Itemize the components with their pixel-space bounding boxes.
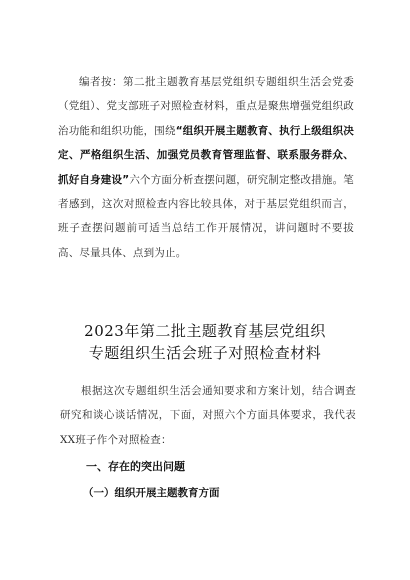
editor-note: [58, 70, 354, 265]
document-title-line-2: 专题组织生活会班子对照检查材料: [88, 344, 322, 362]
intro-paragraph: 根据这次专题组织生活会通知要求和方案计划，结合调查研究和谈心谈话情况，下面，对照六个方面具体要求，我代表XX班子作个对照检查：: [60, 385, 356, 446]
document-title: [40, 320, 370, 364]
document-title-line-1: 2023年第二批主题教育基层党组织: [84, 322, 326, 340]
section-heading-1: 一、存在的突出问题: [86, 460, 185, 473]
editor-note-tail: 六个方面分析查摆问题，研究制定整改措施。笔者感到，这次对照检查内容比较具体，对于基层党组织而言，班子查摆问题前可适当总结工作开展情况，讲问题时不要拔高、尽量具体、点到为止。: [58, 173, 355, 259]
subsection-heading-1: （一）组织开展主题教育方面: [83, 487, 220, 499]
editor-note-emphasis: “组织开展主题教育、执行上级组织决定、严格组织生活、加强党员教育管理监督、联系服务群众、抓好自身建设”: [58, 124, 355, 186]
editor-note-lead: 编者按：第二批主题教育基层党组织专题组织生活会党委（党组）、党支部班子对照检查材料，重点是聚焦增强党组织政治功能和组织功能，围绕: [58, 76, 354, 137]
